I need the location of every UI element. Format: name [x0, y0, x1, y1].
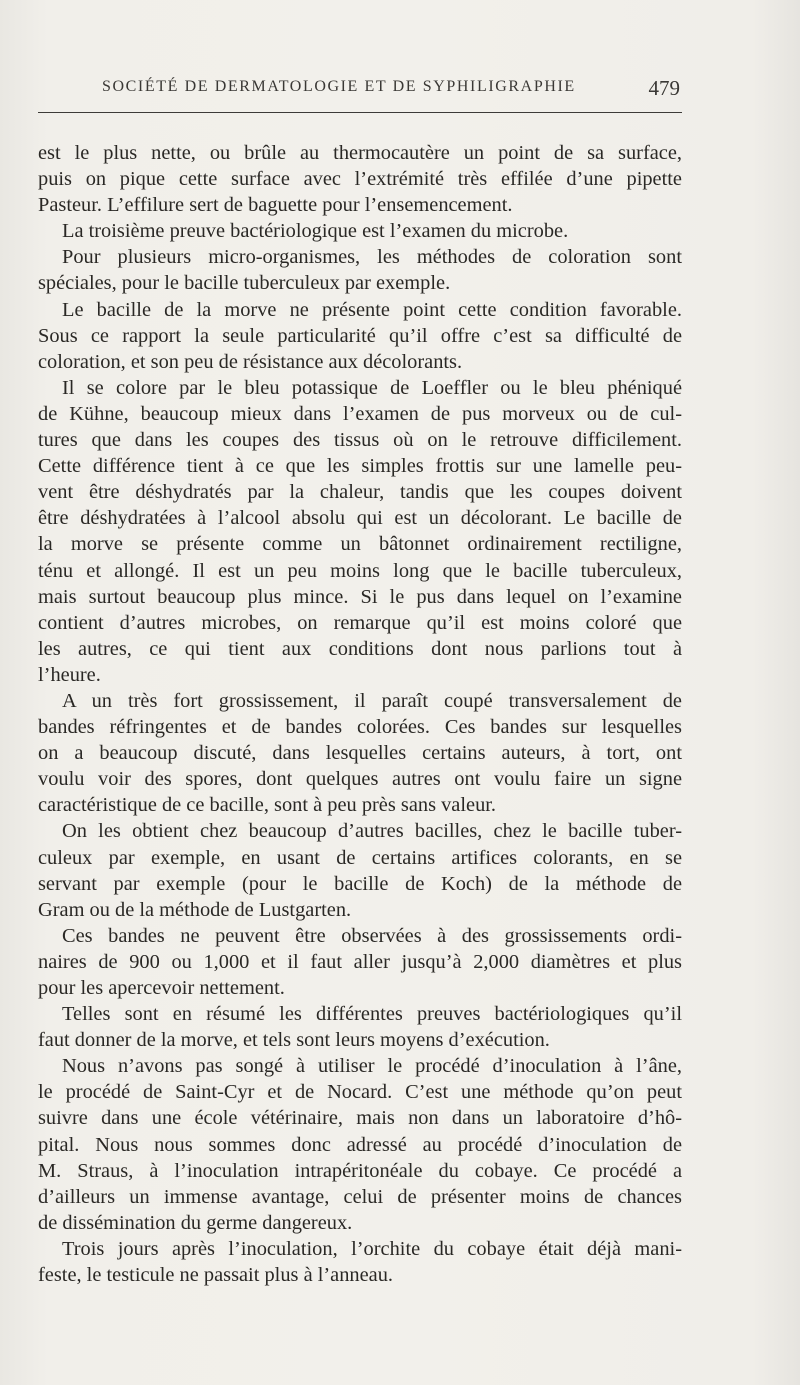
text-line: pital. Nous nous sommes donc adressé au procédé d’inoculation de — [38, 1133, 682, 1156]
text-line: Pasteur. L’effilure sert de baguette pour l’ensemencement. — [38, 194, 513, 217]
running-title: SOCIÉTÉ DE DERMATOLOGIE ET DE SYPHILIGRAPHIE — [102, 78, 576, 95]
text-line: Gram ou de la méthode de Lustgarten. — [38, 898, 352, 921]
text-line: feste, le testicule ne passait plus à l’anneau. — [38, 1264, 394, 1287]
text-line: servant par exemple (pour le bacille de Koch) de la méthode de — [38, 872, 682, 895]
text-line: contient d’autres microbes, on remarque qu’il est moins coloré que — [38, 611, 682, 634]
text-line: Ces bandes ne peuvent être observées à des grossissements ordi- — [62, 924, 682, 947]
text-line: voulu voir des spores, dont quelques autres ont voulu faire un signe — [38, 768, 682, 791]
text-line: Sous ce rapport la seule particularité qu’il offre c’est sa difficulté de — [38, 324, 682, 347]
text-line: caractéristique de ce bacille, sont à peu près sans valeur. — [38, 794, 497, 817]
text-line: La troisième preuve bactériologique est l’examen du microbe. — [62, 220, 569, 243]
text-line: vent être déshydratés par la chaleur, tandis que les coupes doivent — [38, 481, 682, 504]
text-line: faut donner de la morve, et tels sont leurs moyens d’exécution. — [38, 1029, 550, 1052]
page-number: 479 — [648, 76, 680, 100]
text-line: naires de 900 ou 1,000 et il faut aller jusqu’à 2,000 diamètres et plus — [38, 950, 682, 973]
text-line: ténu et allongé. Il est un peu moins long que le bacille tuberculeux, — [38, 559, 682, 582]
text-line: être déshydratées à l’alcool absolu qui est un décolorant. Le bacille de — [38, 507, 682, 530]
text-line: on a beaucoup discuté, dans lesquelles certains auteurs, à tort, ont — [38, 742, 682, 765]
running-head — [38, 76, 682, 102]
text-line: Il se colore par le bleu potassique de Loeffler ou le bleu phéniqué — [62, 376, 682, 399]
text-line: l’heure. — [38, 663, 101, 686]
text-line: On les obtient chez beaucoup d’autres bacilles, chez le bacille tuber- — [62, 820, 682, 843]
text-line: culeux par exemple, en usant de certains artifices colorants, en se — [38, 846, 682, 869]
text-line: pour les apercevoir nettement. — [38, 977, 285, 999]
text-line: puis on pique cette surface avec l’extrémité très effilée d’une pipette — [38, 168, 682, 191]
body-text — [38, 140, 682, 1288]
text-line: d’ailleurs un immense avantage, celui de présenter moins de chances — [38, 1185, 682, 1208]
text-line: les autres, ce qui tient aux conditions dont nous parlions tout à — [38, 637, 682, 660]
text-line: coloration, et son peu de résistance aux décolorants. — [38, 350, 463, 373]
text-line: le procédé de Saint-Cyr et de Nocard. C’est une méthode qu’on peut — [38, 1081, 682, 1104]
text-line: de Kühne, beaucoup mieux dans l’examen de pus morveux ou de cul- — [38, 402, 682, 425]
text-line: Nous n’avons pas songé à utiliser le procédé d’inoculation à l’âne, — [62, 1055, 682, 1078]
header-rule — [38, 112, 682, 113]
text-line: Pour plusieurs micro-organismes, les méthodes de coloration sont — [62, 246, 682, 269]
text-line: Cette différence tient à ce que les simples frottis sur une lamelle peu- — [38, 455, 682, 478]
text-line: suivre dans une école vétérinaire, mais non dans un laboratoire d’hô- — [38, 1107, 682, 1130]
text-line: spéciales, pour le bacille tuberculeux par exemple. — [38, 272, 451, 295]
text-line: tures que dans les coupes des tissus où on le retrouve difficilement. — [38, 429, 682, 452]
text-line: Telles sont en résumé les différentes preuves bactériologiques qu’il — [62, 1003, 682, 1026]
text-line: de dissémination du germe dangereux. — [38, 1211, 353, 1234]
text-line: A un très fort grossissement, il paraît coupé transversalement de — [62, 689, 682, 712]
text-line: la morve se présente comme un bâtonnet ordinairement rectiligne, — [38, 533, 682, 556]
text-line: est le plus nette, ou brûle au thermocautère un point de sa surface, — [38, 142, 682, 164]
text-line: bandes réfringentes et de bandes colorées. Ces bandes sur lesquelles — [38, 716, 682, 739]
text-line: Trois jours après l’inoculation, l’orchite du cobaye était déjà mani- — [62, 1237, 682, 1260]
text-line: Le bacille de la morve ne présente point cette condition favorable. — [62, 298, 682, 321]
text-line: mais surtout beaucoup plus mince. Si le pus dans lequel on l’examine — [38, 585, 682, 608]
text-line: M. Straus, à l’inoculation intrapéritonéale du cobaye. Ce procédé a — [38, 1159, 682, 1182]
